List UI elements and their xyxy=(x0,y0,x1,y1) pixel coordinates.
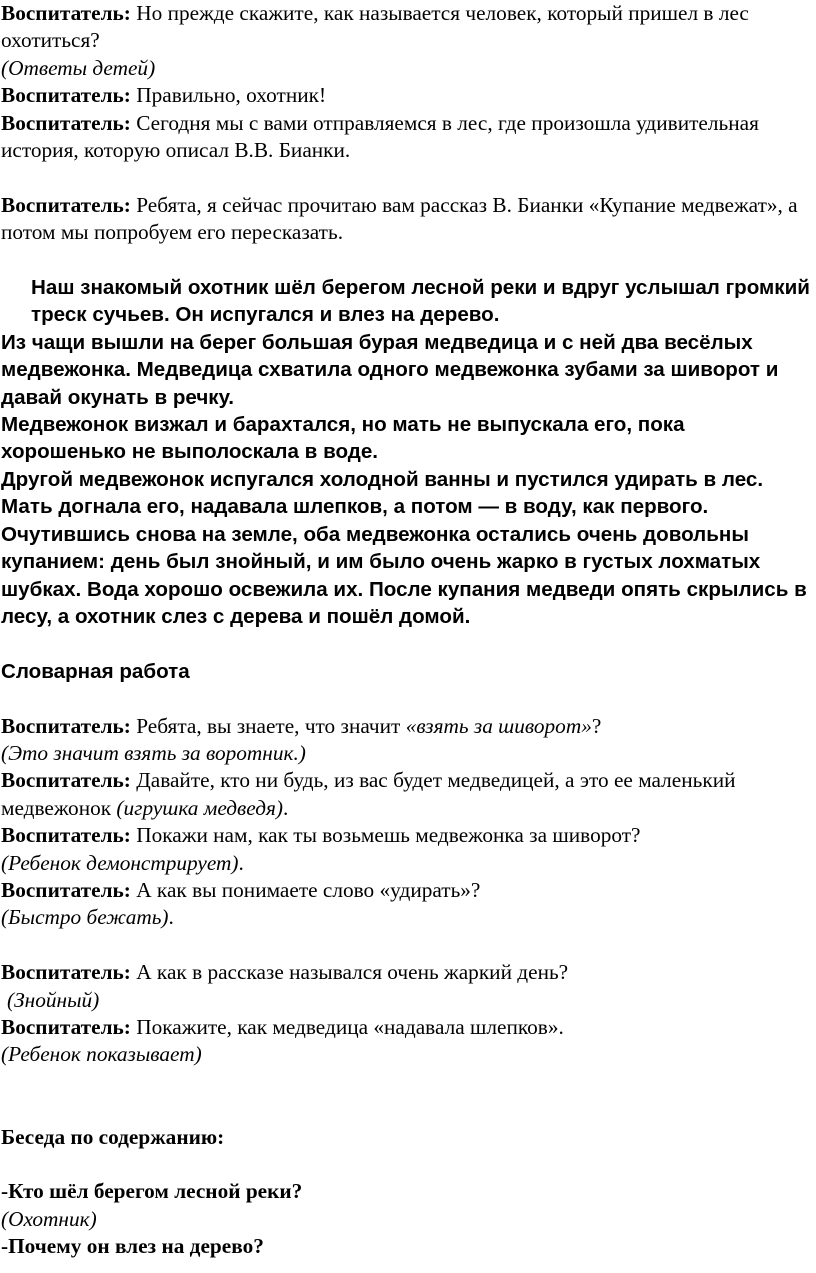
speaker-label: Воспитатель: xyxy=(1,1,131,25)
vocab-q6-text: Покажите, как медведица «надавала шлепков». xyxy=(136,1014,564,1039)
story-paragraph: Медвежонок визжал и барахтался, но мать не выпускала его, пока хорошенько не выполоскала в воде. xyxy=(1,413,685,464)
speaker-label: Воспитатель: xyxy=(1,192,131,217)
vocab-a4-line xyxy=(1,904,812,931)
story-paragraph: Из чащи вышли на берег большая бурая медведица и с ней два весёлых медвежонка. Медведица схватила одного медвежонка зубами за шиворот и давай окунать в речку. xyxy=(1,330,779,409)
speaker-label: Воспитатель: xyxy=(1,877,131,902)
speaker-label: Воспитатель: xyxy=(1,768,131,793)
intro-line-1 xyxy=(1,0,812,55)
vocab-q2 xyxy=(1,767,812,822)
speaker-label: Воспитатель: xyxy=(1,110,131,135)
speaker-label: Воспитатель: xyxy=(1,713,131,738)
punct: ? xyxy=(591,713,602,738)
vocab-q1 xyxy=(1,713,812,740)
vocab-q4-text: А как вы понимаете слово «удирать»? xyxy=(136,877,481,902)
intro-text: Но прежде скажите, как называется человек, который пришел в лес охотиться? xyxy=(1,1,749,53)
vocab-q5 xyxy=(1,959,812,986)
vocab-q2-text: Давайте, кто ни будь, из вас будет медведицей, а это ее маленький медвежонок xyxy=(1,768,736,820)
vocab-a4: (Быстро бежать) xyxy=(1,905,169,930)
story-text xyxy=(1,274,812,630)
vocab-a5: (Знойный) xyxy=(7,987,100,1012)
intro-text: Ребята, я сейчас прочитаю вам рассказ В. Бианки «Купание медвежат», а потом мы попробуем его пересказать. xyxy=(1,192,798,245)
vocab-a6: (Ребенок показывает) xyxy=(1,1042,202,1067)
vocab-q3-text: Покажи нам, как ты возьмешь медвежонка за шиворот? xyxy=(136,823,641,848)
vocab-q3 xyxy=(1,822,812,849)
vocab-a3-line xyxy=(1,850,812,877)
vocab-term: «взять за шиворот» xyxy=(405,713,592,738)
story-paragraph: Другой медвежонок испугался холодной ванны и пустился удирать в лес. xyxy=(1,467,764,491)
vocab-q4 xyxy=(1,877,812,904)
intro-line-4 xyxy=(1,192,812,247)
speaker-label: Воспитатель: xyxy=(1,83,131,108)
speaker-label: Воспитатель: xyxy=(1,960,131,985)
talk-heading: Беседа по содержанию: xyxy=(1,1124,225,1149)
story-paragraph: Наш знакомый охотник шёл берегом лесной реки и вдруг услышал громкий треск сучьев. Он испугался и влез на дерево. xyxy=(31,276,810,327)
talk-q1: -Кто шёл берегом лесной реки? xyxy=(1,1179,303,1204)
intro-text: Сегодня мы с вами отправляемся в лес, где произошла удивительная история, которую описал В.В. Бианки. xyxy=(1,110,759,163)
story-paragraph: Мать догнала его, надавала шлепков, а потом — в воду, как первого. xyxy=(1,495,709,519)
punct: . xyxy=(168,905,174,930)
vocab-q1-text: Ребята, вы знаете, что значит xyxy=(136,713,406,738)
vocab-a1: (Это значит взять за воротник.) xyxy=(1,740,306,765)
intro-text: Правильно, охотник! xyxy=(136,83,327,108)
story-paragraph: Очутившись снова на земле, оба медвежонка остались очень довольны купанием: день был знойный, и им было очень жарко в густых лохматых шубках. Вода хорошо освежила их. После купания медведи опять скрылись в лесу, а охотник слез с дерева и пошёл домой. xyxy=(1,522,807,628)
speaker-label: Воспитатель: xyxy=(1,823,131,848)
speaker-label: Воспитатель: xyxy=(1,1014,131,1039)
talk-q2: -Почему он влез на дерево? xyxy=(1,1234,264,1259)
vocab-note: (игрушка медведя) xyxy=(116,795,283,820)
intro-line-2 xyxy=(1,82,812,109)
talk-a1: (Охотник) xyxy=(1,1206,97,1231)
vocab-q6 xyxy=(1,1014,812,1041)
vocab-heading: Словарная работа xyxy=(1,659,190,683)
punct: . xyxy=(238,850,244,875)
intro-line-3 xyxy=(1,110,812,165)
punct: . xyxy=(283,795,289,820)
vocab-q5-text: А как в рассказе назывался очень жаркий день? xyxy=(136,960,569,985)
vocab-a3: (Ребенок демонстрирует) xyxy=(1,850,239,875)
children-answer: (Ответы детей) xyxy=(1,55,156,80)
